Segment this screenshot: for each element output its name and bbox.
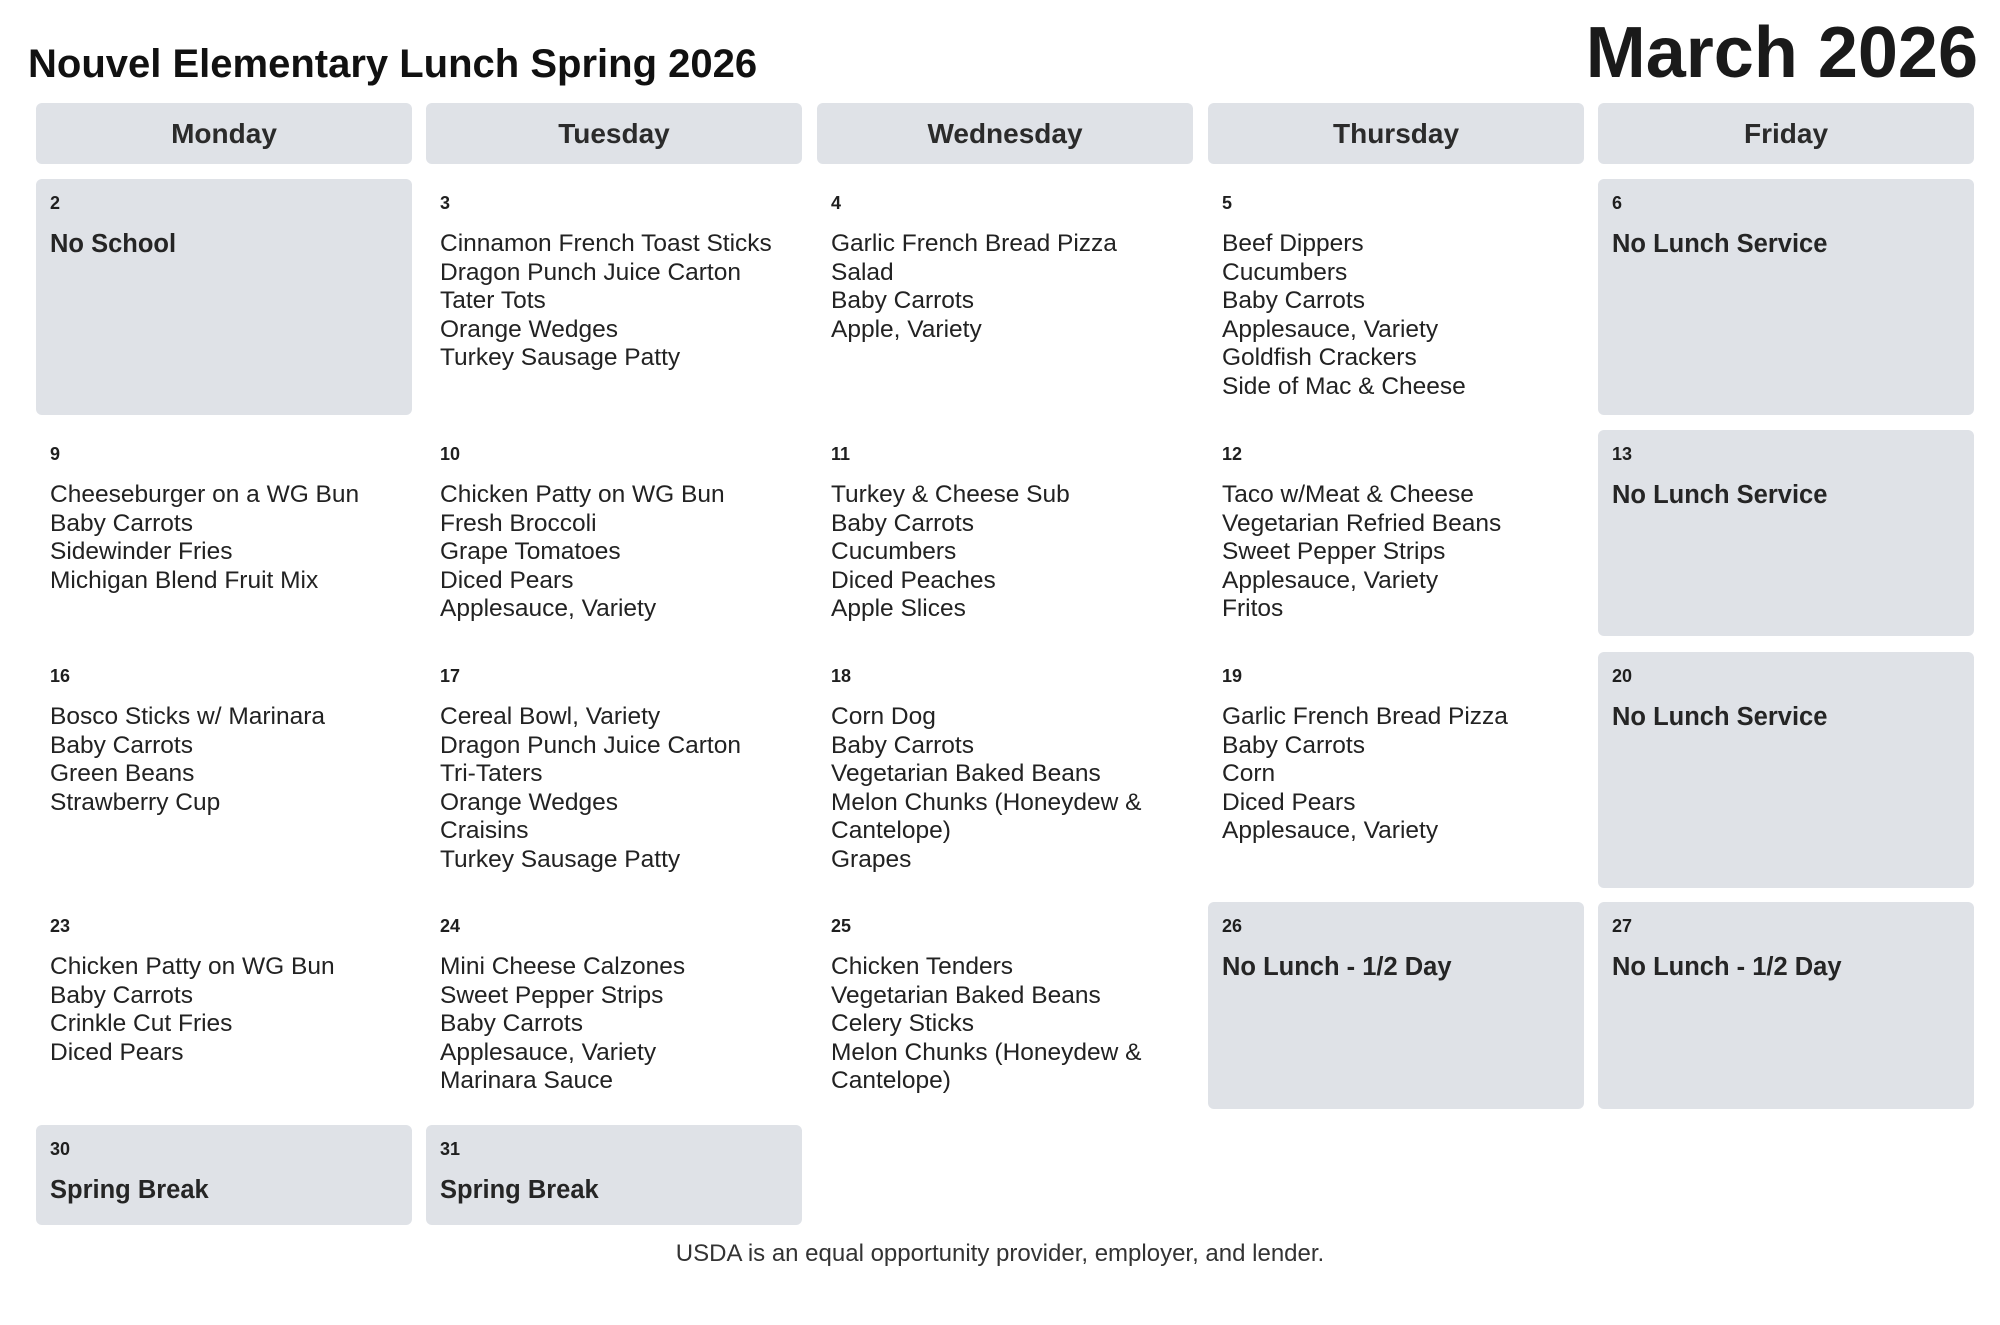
menu-item: Applesauce, Variety: [1222, 817, 1439, 845]
menu-item: Orange Wedges: [440, 315, 618, 343]
menu-item: Vegetarian Refried Beans: [1222, 509, 1502, 537]
day-number: 17: [440, 666, 461, 686]
menu-item: Craisins: [440, 817, 529, 845]
menu-list: [50, 481, 406, 595]
day-cell-26: [1208, 902, 1584, 1109]
menu-item: Strawberry Cup: [50, 788, 221, 816]
menu-list: [831, 481, 1187, 624]
menu-item: Applesauce, Variety: [1222, 566, 1439, 594]
menu-item: Fritos: [1222, 595, 1284, 623]
day-number: 30: [50, 1139, 71, 1159]
day-cell-2: [36, 179, 412, 415]
day-cell-5: [1208, 179, 1584, 415]
day-note: No Lunch - 1/2 Day: [1612, 953, 1842, 981]
menu-item: Sweet Pepper Strips: [440, 981, 664, 1009]
day-number: 2: [50, 193, 61, 213]
day-cell-6: [1598, 179, 1974, 415]
menu-item: Corn: [1222, 760, 1276, 788]
menu-item: Taco w/Meat & Cheese: [1222, 481, 1474, 508]
day-cell-17: [426, 652, 802, 888]
weekday-header-wednesday: Wednesday: [817, 103, 1193, 164]
menu-list: [440, 230, 796, 373]
menu-item: Green Beans: [50, 760, 195, 788]
menu-list: [831, 703, 1187, 875]
day-cell-25: [817, 902, 1193, 1109]
menu-item: Apple Slices: [831, 595, 966, 623]
day-note: No Lunch Service: [1612, 703, 1828, 731]
menu-item: Baby Carrots: [1222, 731, 1365, 759]
day-number: 26: [1222, 916, 1243, 936]
day-cell-4: [817, 179, 1193, 415]
menu-list: [50, 953, 406, 1067]
day-number: 11: [831, 444, 851, 464]
menu-list: [1222, 481, 1578, 624]
menu-item: Celery Sticks: [831, 1010, 974, 1038]
day-cell-10: [426, 430, 802, 636]
menu-item: Cinnamon French Toast Sticks: [440, 230, 772, 257]
menu-item: Dragon Punch Juice Carton: [440, 258, 741, 286]
menu-item: Melon Chunks (Honeydew & Cantelope): [831, 788, 1142, 845]
day-cell-31: [426, 1125, 802, 1225]
day-number: 19: [1222, 666, 1243, 686]
menu-item: Melon Chunks (Honeydew & Cantelope): [831, 1038, 1142, 1095]
menu-item: Chicken Patty on WG Bun: [50, 953, 335, 980]
menu-item: Dragon Punch Juice Carton: [440, 731, 741, 759]
menu-item: Goldfish Crackers: [1222, 344, 1417, 372]
footer-disclaimer: USDA is an equal opportunity provider, employer, and lender.: [675, 1240, 1325, 1267]
menu-item: Applesauce, Variety: [1222, 315, 1439, 343]
menu-item: Salad: [831, 258, 894, 286]
day-number: 24: [440, 916, 461, 936]
menu-item: Fresh Broccoli: [440, 509, 597, 537]
menu-item: Garlic French Bread Pizza: [1222, 703, 1508, 730]
menu-item: Cereal Bowl, Variety: [440, 703, 661, 730]
menu-item: Diced Pears: [50, 1038, 184, 1066]
menu-item: Baby Carrots: [831, 731, 974, 759]
menu-item: Sidewinder Fries: [50, 538, 233, 566]
menu-item: Baby Carrots: [50, 509, 193, 537]
menu-list: [1222, 230, 1578, 402]
day-number: 31: [440, 1139, 461, 1159]
menu-item: Applesauce, Variety: [440, 595, 657, 623]
menu-item: Bosco Sticks w/ Marinara: [50, 703, 326, 730]
menu-list: [831, 230, 1187, 344]
day-number: 9: [50, 444, 61, 464]
menu-item: Baby Carrots: [831, 287, 974, 315]
menu-item: Turkey Sausage Patty: [440, 845, 681, 873]
menu-item: Tri-Taters: [440, 760, 543, 788]
menu-list: [440, 703, 796, 875]
menu-item: Chicken Patty on WG Bun: [440, 481, 725, 508]
menu-item: Vegetarian Baked Beans: [831, 981, 1101, 1009]
weekday-header-tuesday: Tuesday: [426, 103, 802, 164]
day-cell-23: [36, 902, 412, 1109]
day-note: No Lunch Service: [1612, 481, 1828, 509]
day-cell-24: [426, 902, 802, 1109]
day-cell-9: [36, 430, 412, 636]
day-cell-11: [817, 430, 1193, 636]
menu-item: Diced Pears: [440, 566, 574, 594]
page-title: Nouvel Elementary Lunch Spring 2026: [28, 42, 758, 86]
menu-item: Michigan Blend Fruit Mix: [50, 566, 319, 594]
weekday-header-friday: Friday: [1598, 103, 1974, 164]
day-number: 6: [1612, 193, 1623, 213]
day-number: 12: [1222, 444, 1243, 464]
menu-item: Tater Tots: [440, 287, 546, 315]
menu-item: Grape Tomatoes: [440, 538, 621, 566]
menu-item: Baby Carrots: [440, 1010, 583, 1038]
day-note: Spring Break: [50, 1176, 209, 1204]
menu-item: Turkey Sausage Patty: [440, 344, 681, 372]
menu-item: Garlic French Bread Pizza: [831, 230, 1117, 257]
menu-item: Cheeseburger on a WG Bun: [50, 481, 360, 508]
menu-item: Marinara Sauce: [440, 1067, 613, 1095]
weekday-header-thursday: Thursday: [1208, 103, 1584, 164]
menu-item: Baby Carrots: [831, 509, 974, 537]
menu-item: Apple, Variety: [831, 315, 982, 343]
day-note: No Lunch - 1/2 Day: [1222, 953, 1452, 981]
menu-item: Sweet Pepper Strips: [1222, 538, 1446, 566]
day-cell-12: [1208, 430, 1584, 636]
menu-item: Side of Mac & Cheese: [1222, 372, 1466, 400]
day-cell-20: [1598, 652, 1974, 888]
menu-item: Baby Carrots: [50, 731, 193, 759]
menu-item: Beef Dippers: [1222, 230, 1364, 257]
day-number: 23: [50, 916, 71, 936]
day-number: 25: [831, 916, 852, 936]
menu-item: Vegetarian Baked Beans: [831, 760, 1101, 788]
day-number: 20: [1612, 666, 1633, 686]
menu-item: Cucumbers: [831, 538, 957, 566]
menu-list: [50, 703, 406, 817]
menu-list: [440, 953, 796, 1096]
menu-item: Baby Carrots: [50, 981, 193, 1009]
day-cell-13: [1598, 430, 1974, 636]
menu-item: Applesauce, Variety: [440, 1038, 657, 1066]
menu-item: Corn Dog: [831, 703, 936, 730]
day-cell-30: [36, 1125, 412, 1225]
day-cell-3: [426, 179, 802, 415]
menu-item: Crinkle Cut Fries: [50, 1010, 233, 1038]
menu-item: Grapes: [831, 845, 912, 873]
day-number: 5: [1222, 193, 1233, 213]
day-number: 16: [50, 666, 71, 686]
menu-item: Mini Cheese Calzones: [440, 953, 686, 980]
menu-item: Cucumbers: [1222, 258, 1348, 286]
menu-list: [440, 481, 796, 624]
menu-list: [831, 953, 1187, 1096]
day-number: 4: [831, 193, 842, 213]
day-cell-27: [1598, 902, 1974, 1109]
day-cell-18: [817, 652, 1193, 888]
day-number: 10: [440, 444, 461, 464]
day-note: No School: [50, 230, 177, 258]
day-number: 27: [1612, 916, 1633, 936]
day-cell-16: [36, 652, 412, 888]
weekday-header-monday: Monday: [36, 103, 412, 164]
menu-item: Baby Carrots: [1222, 287, 1365, 315]
day-number: 18: [831, 666, 852, 686]
menu-item: Chicken Tenders: [831, 953, 1014, 980]
day-note: Spring Break: [440, 1176, 599, 1204]
menu-item: Orange Wedges: [440, 788, 618, 816]
day-number: 3: [440, 193, 451, 213]
menu-item: Turkey & Cheese Sub: [831, 481, 1070, 508]
day-number: 13: [1612, 444, 1633, 464]
month-title: March 2026: [1585, 13, 1978, 93]
day-cell-19: [1208, 652, 1584, 888]
menu-item: Diced Pears: [1222, 788, 1356, 816]
menu-item: Diced Peaches: [831, 566, 996, 594]
menu-list: [1222, 703, 1578, 846]
day-note: No Lunch Service: [1612, 230, 1828, 258]
